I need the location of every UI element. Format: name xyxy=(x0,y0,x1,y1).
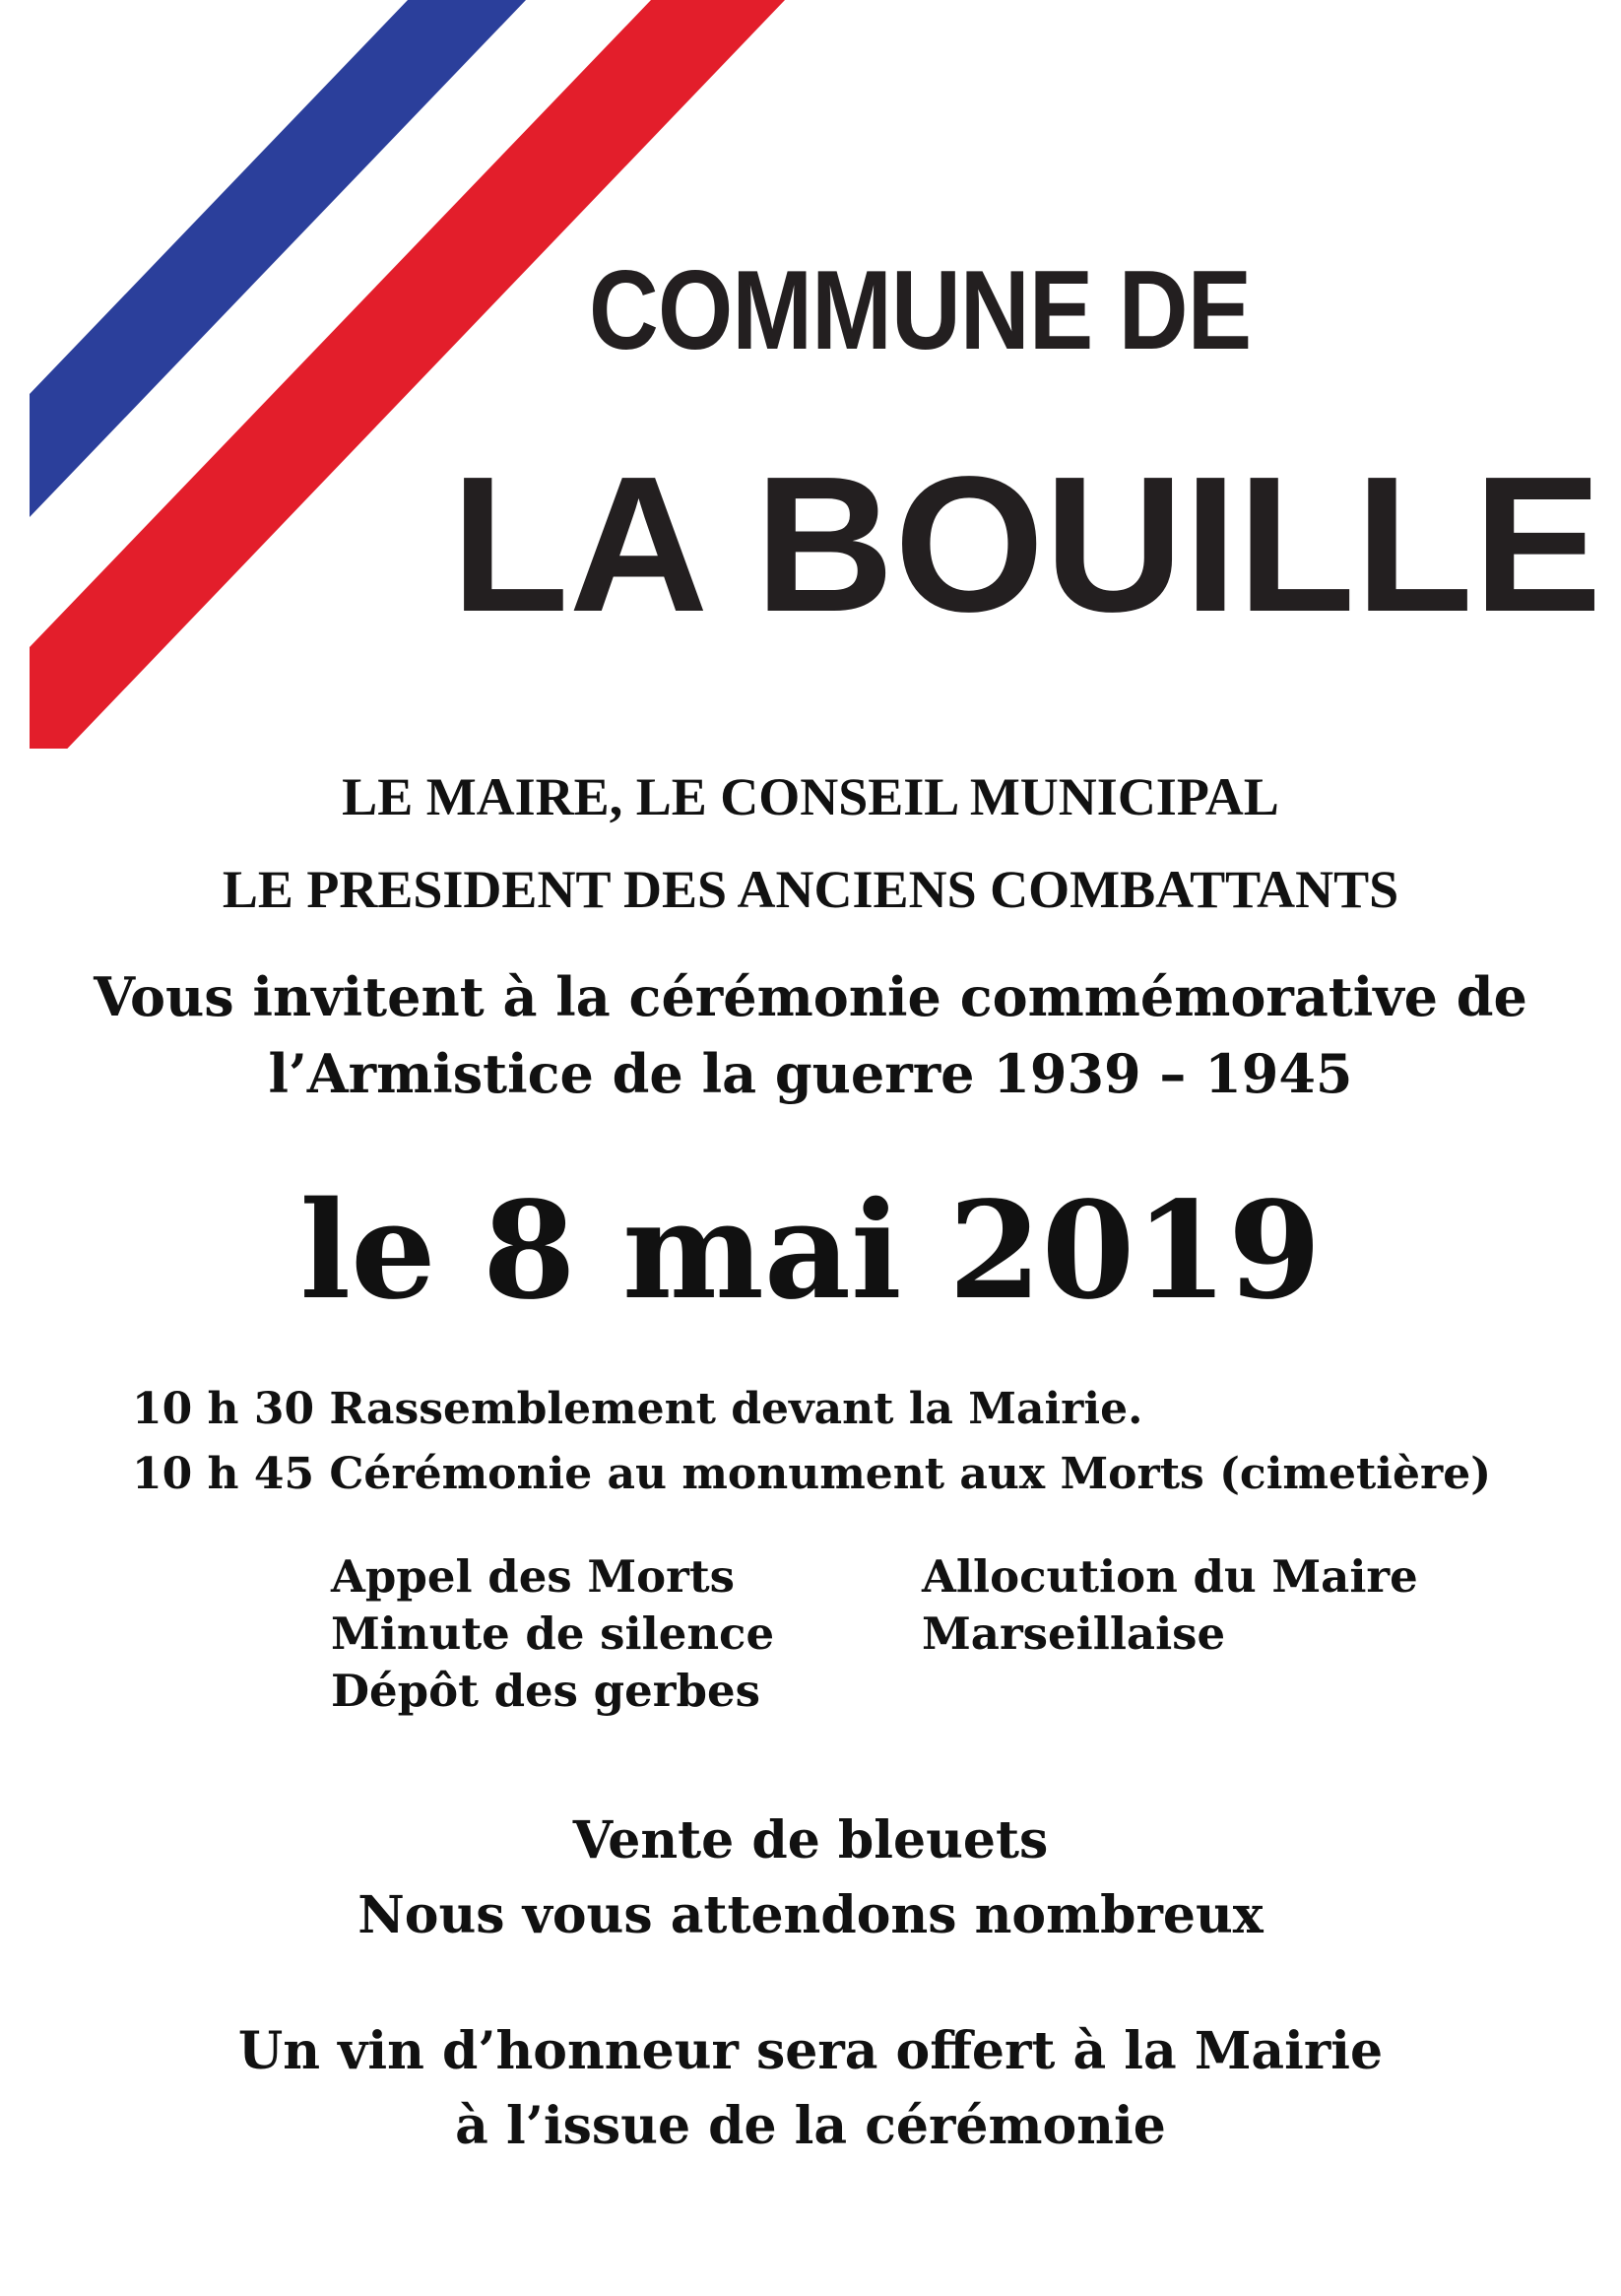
invitation-line-1: Vous invitent à la cérémonie commémorative de xyxy=(94,965,1527,1028)
schedule-list xyxy=(132,1377,1491,1507)
program-list-right xyxy=(922,1548,1418,1663)
note-line-2: Nous vous attendons nombreux xyxy=(357,1885,1264,1945)
closing-line-1: Un vin d’honneur sera offert à la Mairie xyxy=(237,2021,1384,2081)
hosts-line-2: LE PRESIDENT DES ANCIENS COMBATTANTS xyxy=(222,860,1399,919)
program-item: Appel des Morts xyxy=(331,1550,735,1603)
program-item: Minute de silence xyxy=(331,1607,775,1660)
note-line-1: Vente de bleuets xyxy=(572,1810,1049,1870)
program-item: Marseillaise xyxy=(922,1607,1226,1660)
header-commune-label: COMMUNE DE xyxy=(589,248,1252,373)
header-town-name: LA BOUILLE xyxy=(451,436,1602,652)
invitation-line-2: l’Armistice de la guerre 1939 – 1945 xyxy=(268,1042,1353,1105)
program-item: Allocution du Maire xyxy=(922,1550,1418,1603)
event-date: le 8 mai 2019 xyxy=(299,1172,1322,1330)
closing-line-2: à l’issue de la cérémonie xyxy=(455,2096,1166,2156)
hosts-line-1: LE MAIRE, LE CONSEIL MUNICIPAL xyxy=(342,767,1279,826)
schedule-item: 10 h 45 Cérémonie au monument aux Morts (cimetière) xyxy=(132,1449,1492,1499)
schedule-item: 10 h 30 Rassemblement devant la Mairie. xyxy=(132,1384,1143,1434)
program-item: Dépôt des gerbes xyxy=(331,1665,760,1717)
program-list-left xyxy=(331,1548,774,1720)
